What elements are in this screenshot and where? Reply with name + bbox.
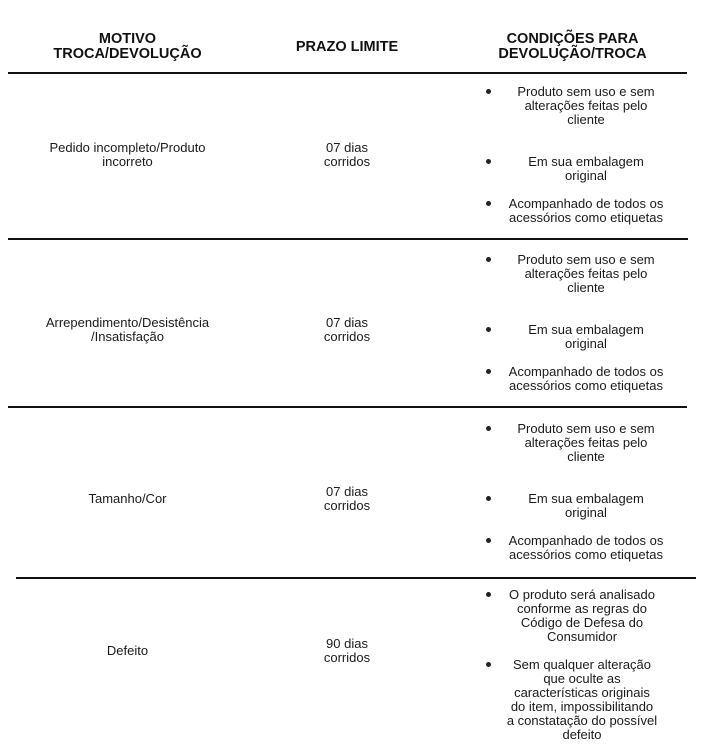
row-prazo: 07 dias corridos	[323, 315, 371, 344]
row-prazo: 90 dias corridos	[323, 636, 371, 665]
list-item: Acompanhado de todos os acessórios como etiquetas	[508, 533, 664, 562]
row-divider	[8, 406, 687, 408]
bullet-icon	[486, 369, 491, 374]
row-motivo: Defeito	[106, 643, 149, 658]
list-item: Sem qualquer alteração que oculte as características originais do item, impossibilitando a constatação do possível defeito	[506, 657, 658, 742]
list-item: Produto sem uso e sem alterações feitas pelo cliente	[517, 421, 655, 464]
list-item: Acompanhado de todos os acessórios como etiquetas	[508, 364, 664, 393]
row-divider	[8, 238, 688, 240]
header-condicoes: CONDIÇÕES PARA DEVOLUÇÃO/TROCA	[498, 31, 647, 62]
header-divider	[8, 72, 687, 74]
header-prazo: PRAZO LIMITE	[295, 39, 399, 55]
row-prazo: 07 dias corridos	[323, 140, 371, 169]
bullet-icon	[486, 201, 491, 206]
row-motivo: Arrependimento/Desistência /Insatisfação	[45, 315, 210, 344]
list-item: Em sua embalagem original	[528, 322, 644, 351]
bullet-icon	[486, 496, 491, 501]
bullet-icon	[486, 327, 491, 332]
bullet-icon	[486, 89, 491, 94]
list-item: Produto sem uso e sem alterações feitas pelo cliente	[517, 252, 655, 295]
bullet-icon	[486, 426, 491, 431]
bullet-icon	[486, 662, 491, 667]
bullet-icon	[486, 159, 491, 164]
header-motivo: MOTIVO TROCA/DEVOLUÇÃO	[53, 31, 202, 62]
list-item: Em sua embalagem original	[528, 491, 644, 520]
row-divider	[16, 577, 696, 579]
row-motivo: Tamanho/Cor	[88, 491, 167, 506]
bullet-icon	[486, 257, 491, 262]
list-item: Acompanhado de todos os acessórios como etiquetas	[508, 196, 664, 225]
list-item: Produto sem uso e sem alterações feitas pelo cliente	[517, 84, 655, 127]
list-item: O produto será analisado conforme as regras do Código de Defesa do Consumidor	[509, 587, 655, 644]
row-motivo: Pedido incompleto/Produto incorreto	[49, 140, 206, 169]
list-item: Em sua embalagem original	[528, 154, 644, 183]
bullet-icon	[486, 592, 491, 597]
row-prazo: 07 dias corridos	[323, 484, 371, 513]
bullet-icon	[486, 538, 491, 543]
